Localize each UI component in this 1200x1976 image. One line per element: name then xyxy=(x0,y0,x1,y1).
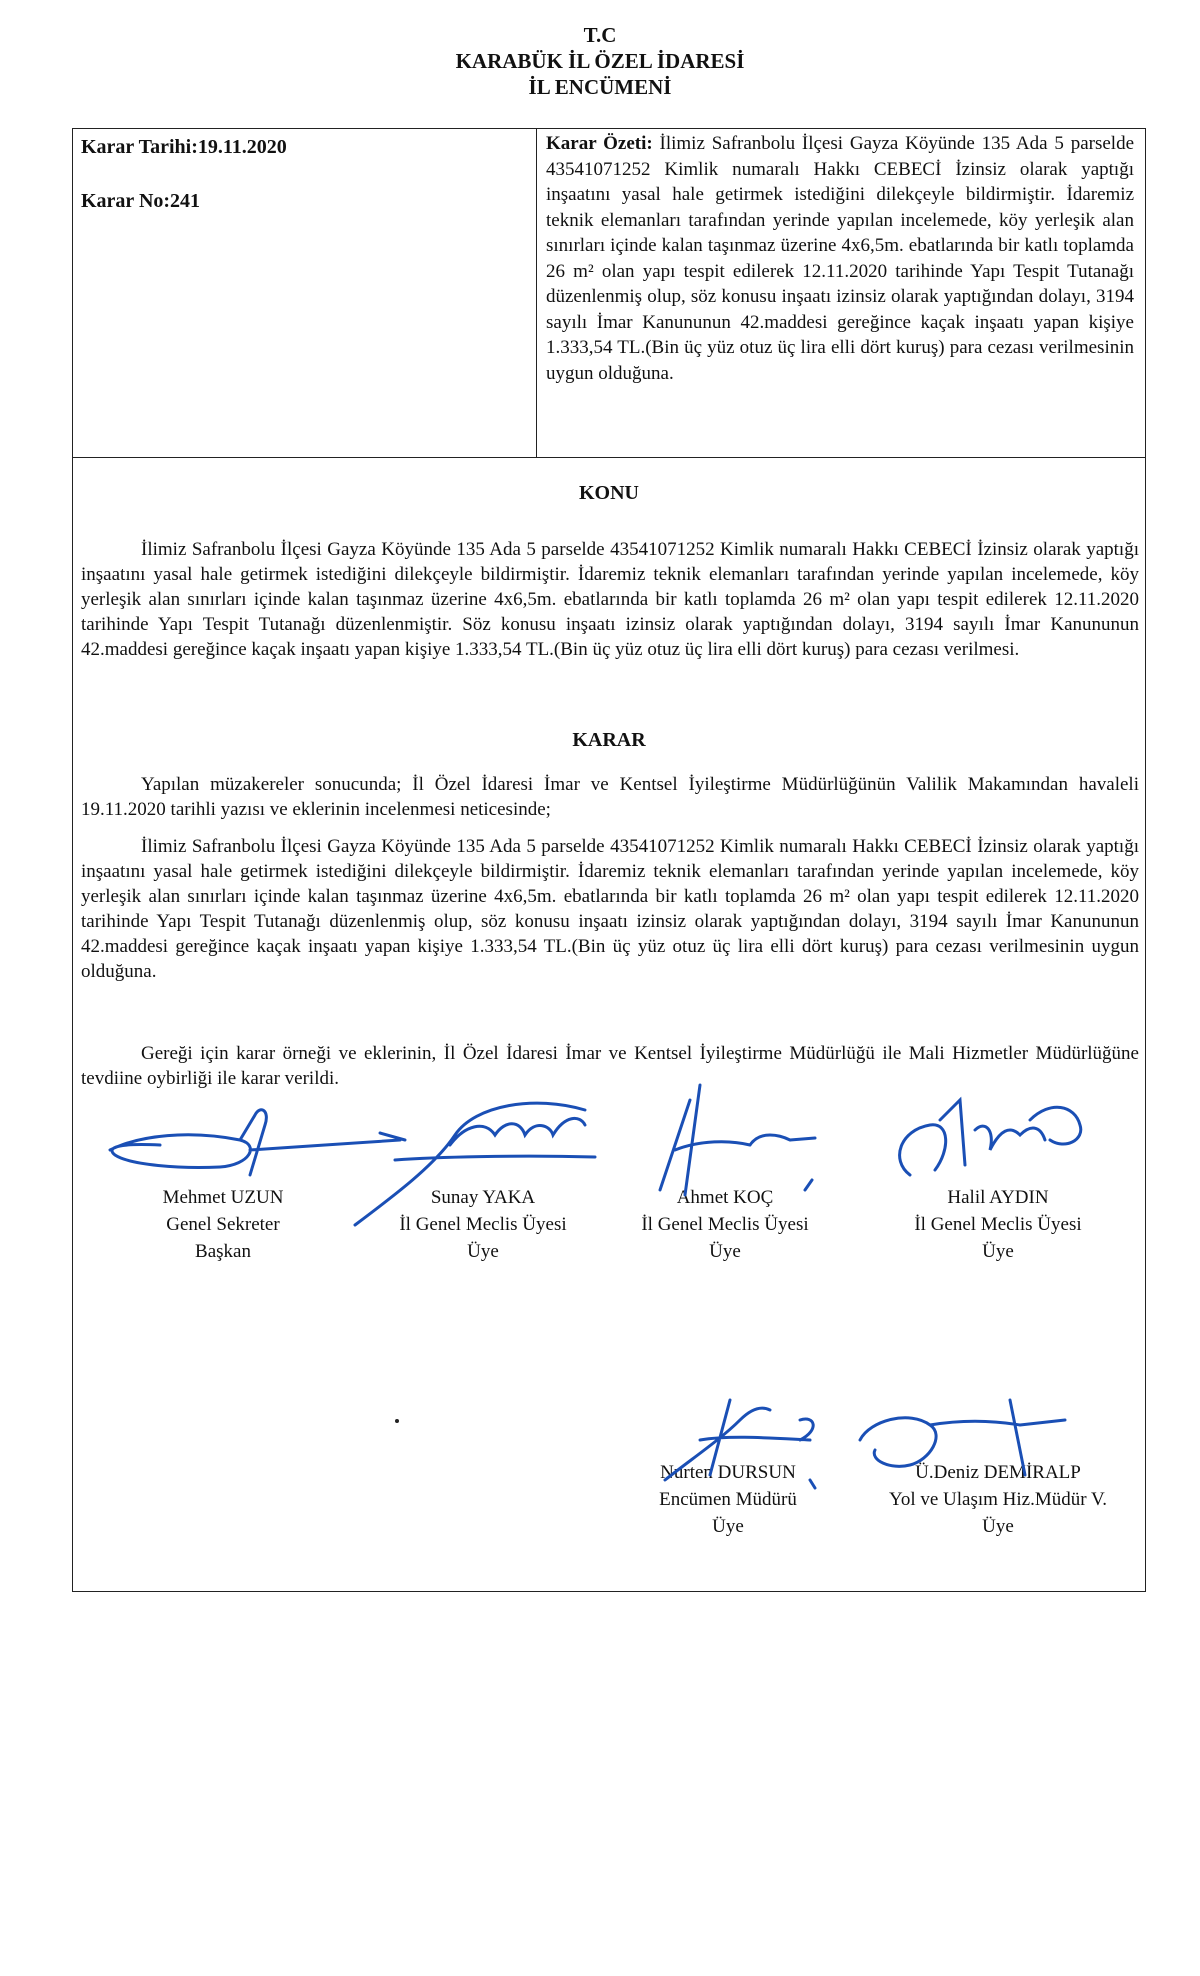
signer-title: Encümen Müdürü xyxy=(659,1489,797,1510)
signature-scribble-4 xyxy=(880,1080,1120,1190)
column-divider xyxy=(536,129,537,457)
decision-summary xyxy=(546,131,1134,386)
signature-scribble-3 xyxy=(640,1080,840,1210)
karar-paragraph-2: İlimiz Safranbolu İlçesi Gayza Köyünde 135 Ada 5 parselde 43541071252 Kimlik numaralı Hakkı CEBECİ İzinsiz olarak yaptığı inşaatını yasal hale getirmek istediğini dilekçeyle bildirmiştir. İdaremiz teknik elemanları tarafından yerinde yapılan incelemede, köy yerleşik alan sınırları içinde kalan taşınmaz üzerine 4x6,5m. ebatlarında bir katlı toplamda 26 m² olan yapı tespit edilerek 12.11.2020 tarihinde Yapı Tespit Tutanağı düzenlenmiş olup, söz konusu inşaatı izinsiz olarak yaptığından dolayı, 3194 sayılı İmar Kanununun 42.maddesi gereğince kaçak inşaatı yapan kişiye 1.333,54 TL.(Bin üç yüz otuz üç lira elli dört kuruş) para cezası verilmesinin uygun olduğuna. xyxy=(81,836,1139,982)
header-line-council: İL ENCÜMENİ xyxy=(528,75,672,99)
decision-meta xyxy=(81,133,287,215)
signer-role: Başkan xyxy=(195,1241,251,1262)
signature-scribble-6 xyxy=(850,1380,1090,1500)
signer-title: İl Genel Meclis Üyesi xyxy=(641,1214,809,1235)
karar-title: KARAR xyxy=(572,729,646,751)
signer-role: Üye xyxy=(712,1516,744,1537)
karar-paragraph-1: Yapılan müzakereler sonucunda; İl Özel İdaresi İmar ve Kentsel İyileştirme Müdürlüğünün Valilik Makamından havaleli 19.11.2020 tarihli yazısı ve eklerinin incelenmesi neticesinde; xyxy=(81,774,1139,820)
ink-dot xyxy=(395,1419,399,1423)
decision-date: Karar Tarihi:19.11.2020 xyxy=(81,136,287,158)
signature-block-4 xyxy=(878,1184,1118,1265)
decision-info-row xyxy=(73,129,1145,458)
decision-number: Karar No:241 xyxy=(81,190,201,212)
decision-frame xyxy=(72,128,1146,1592)
signer-role: Üye xyxy=(709,1241,741,1262)
karar-paragraph-3: Gereği için karar örneği ve eklerinin, İl Özel İdaresi İmar ve Kentsel İyileştirme Müdürlüğü ile Mali Hizmetler Müdürlüğüne tevdiine oybirliği ile karar verildi. xyxy=(81,1043,1139,1089)
signer-name: Ü.Deniz DEMİRALP xyxy=(915,1462,1081,1483)
signer-role: Üye xyxy=(982,1516,1014,1537)
signer-name: Mehmet UZUN xyxy=(162,1187,284,1208)
signer-name: Halil AYDIN xyxy=(947,1187,1049,1208)
signer-title: Genel Sekreter xyxy=(166,1214,280,1235)
signer-title: Yol ve Ulaşım Hiz.Müdür V. xyxy=(889,1489,1107,1510)
konu-paragraph: İlimiz Safranbolu İlçesi Gayza Köyünde 135 Ada 5 parselde 43541071252 Kimlik numaralı Hakkı CEBECİ İzinsiz olarak yaptığı inşaatını yasal hale getirmek istediğini dilekçeyle bildirmiştir. İdaremiz teknik elemanları tarafından yerinde yapılan incelemede, köy yerleşik alan sınırları içinde kalan taşınmaz üzerine 4x6,5m. ebatlarında bir katlı toplamda 26 m² olan yapı tespit edilerek 12.11.2020 tarihinde Yapı Tespit Tutanağı düzenlenmiştir. Söz konusu inşaatı izinsiz olarak yaptığından dolayı, 3194 sayılı İmar Kanununun 42.maddesi gereğince kaçak inşaatı yapan kişiye 1.333,54 TL.(Bin üç yüz otuz üç lira elli dört kuruş) para cezası verilmesi. xyxy=(81,539,1139,660)
signer-title: İl Genel Meclis Üyesi xyxy=(914,1214,1082,1235)
document-header xyxy=(0,22,1200,100)
signer-role: Üye xyxy=(982,1241,1014,1262)
header-line-tc: T.C xyxy=(583,23,617,47)
signer-name: Ahmet KOÇ xyxy=(676,1187,774,1208)
signature-scribble-5 xyxy=(650,1380,830,1500)
header-line-institution: KARABÜK İL ÖZEL İDARESİ xyxy=(455,49,745,73)
signer-name: Nurten DURSUN xyxy=(660,1462,796,1483)
signer-role: Üye xyxy=(467,1241,499,1262)
summary-text: İlimiz Safranbolu İlçesi Gayza Köyünde 135 Ada 5 parselde 43541071252 Kimlik numaralı Hakkı CEBECİ İzinsiz olarak yaptığı inşaatını yasal hale getirmek istediğini dilekçeyle bildirmiştir. İdaremiz teknik elemanları tarafından yerinde yapılan incelemede, köy yerleşik alan sınırları içinde kalan taşınmaz üzerine 4x6,5m. ebatlarında bir katlı toplamda 26 m² olan yapı tespit edilerek 12.11.2020 tarihinde Yapı Tespit Tutanağı düzenlenmiş olup, söz konusu inşaatı izinsiz olarak yaptığından dolayı, 3194 sayılı İmar Kanununun 42.maddesi gereğince kaçak inşaatı yapan kişiye 1.333,54 TL.(Bin üç yüz otuz üç lira elli dört kuruş) para cezası verilmesinin uygun olduğuna. xyxy=(546,133,1134,384)
signer-name: Sunay YAKA xyxy=(430,1187,536,1208)
signature-scribble-2 xyxy=(335,1085,635,1245)
signer-title: İl Genel Meclis Üyesi xyxy=(399,1214,567,1235)
summary-label: Karar Özeti: xyxy=(546,133,653,154)
konu-title: KONU xyxy=(579,482,639,504)
